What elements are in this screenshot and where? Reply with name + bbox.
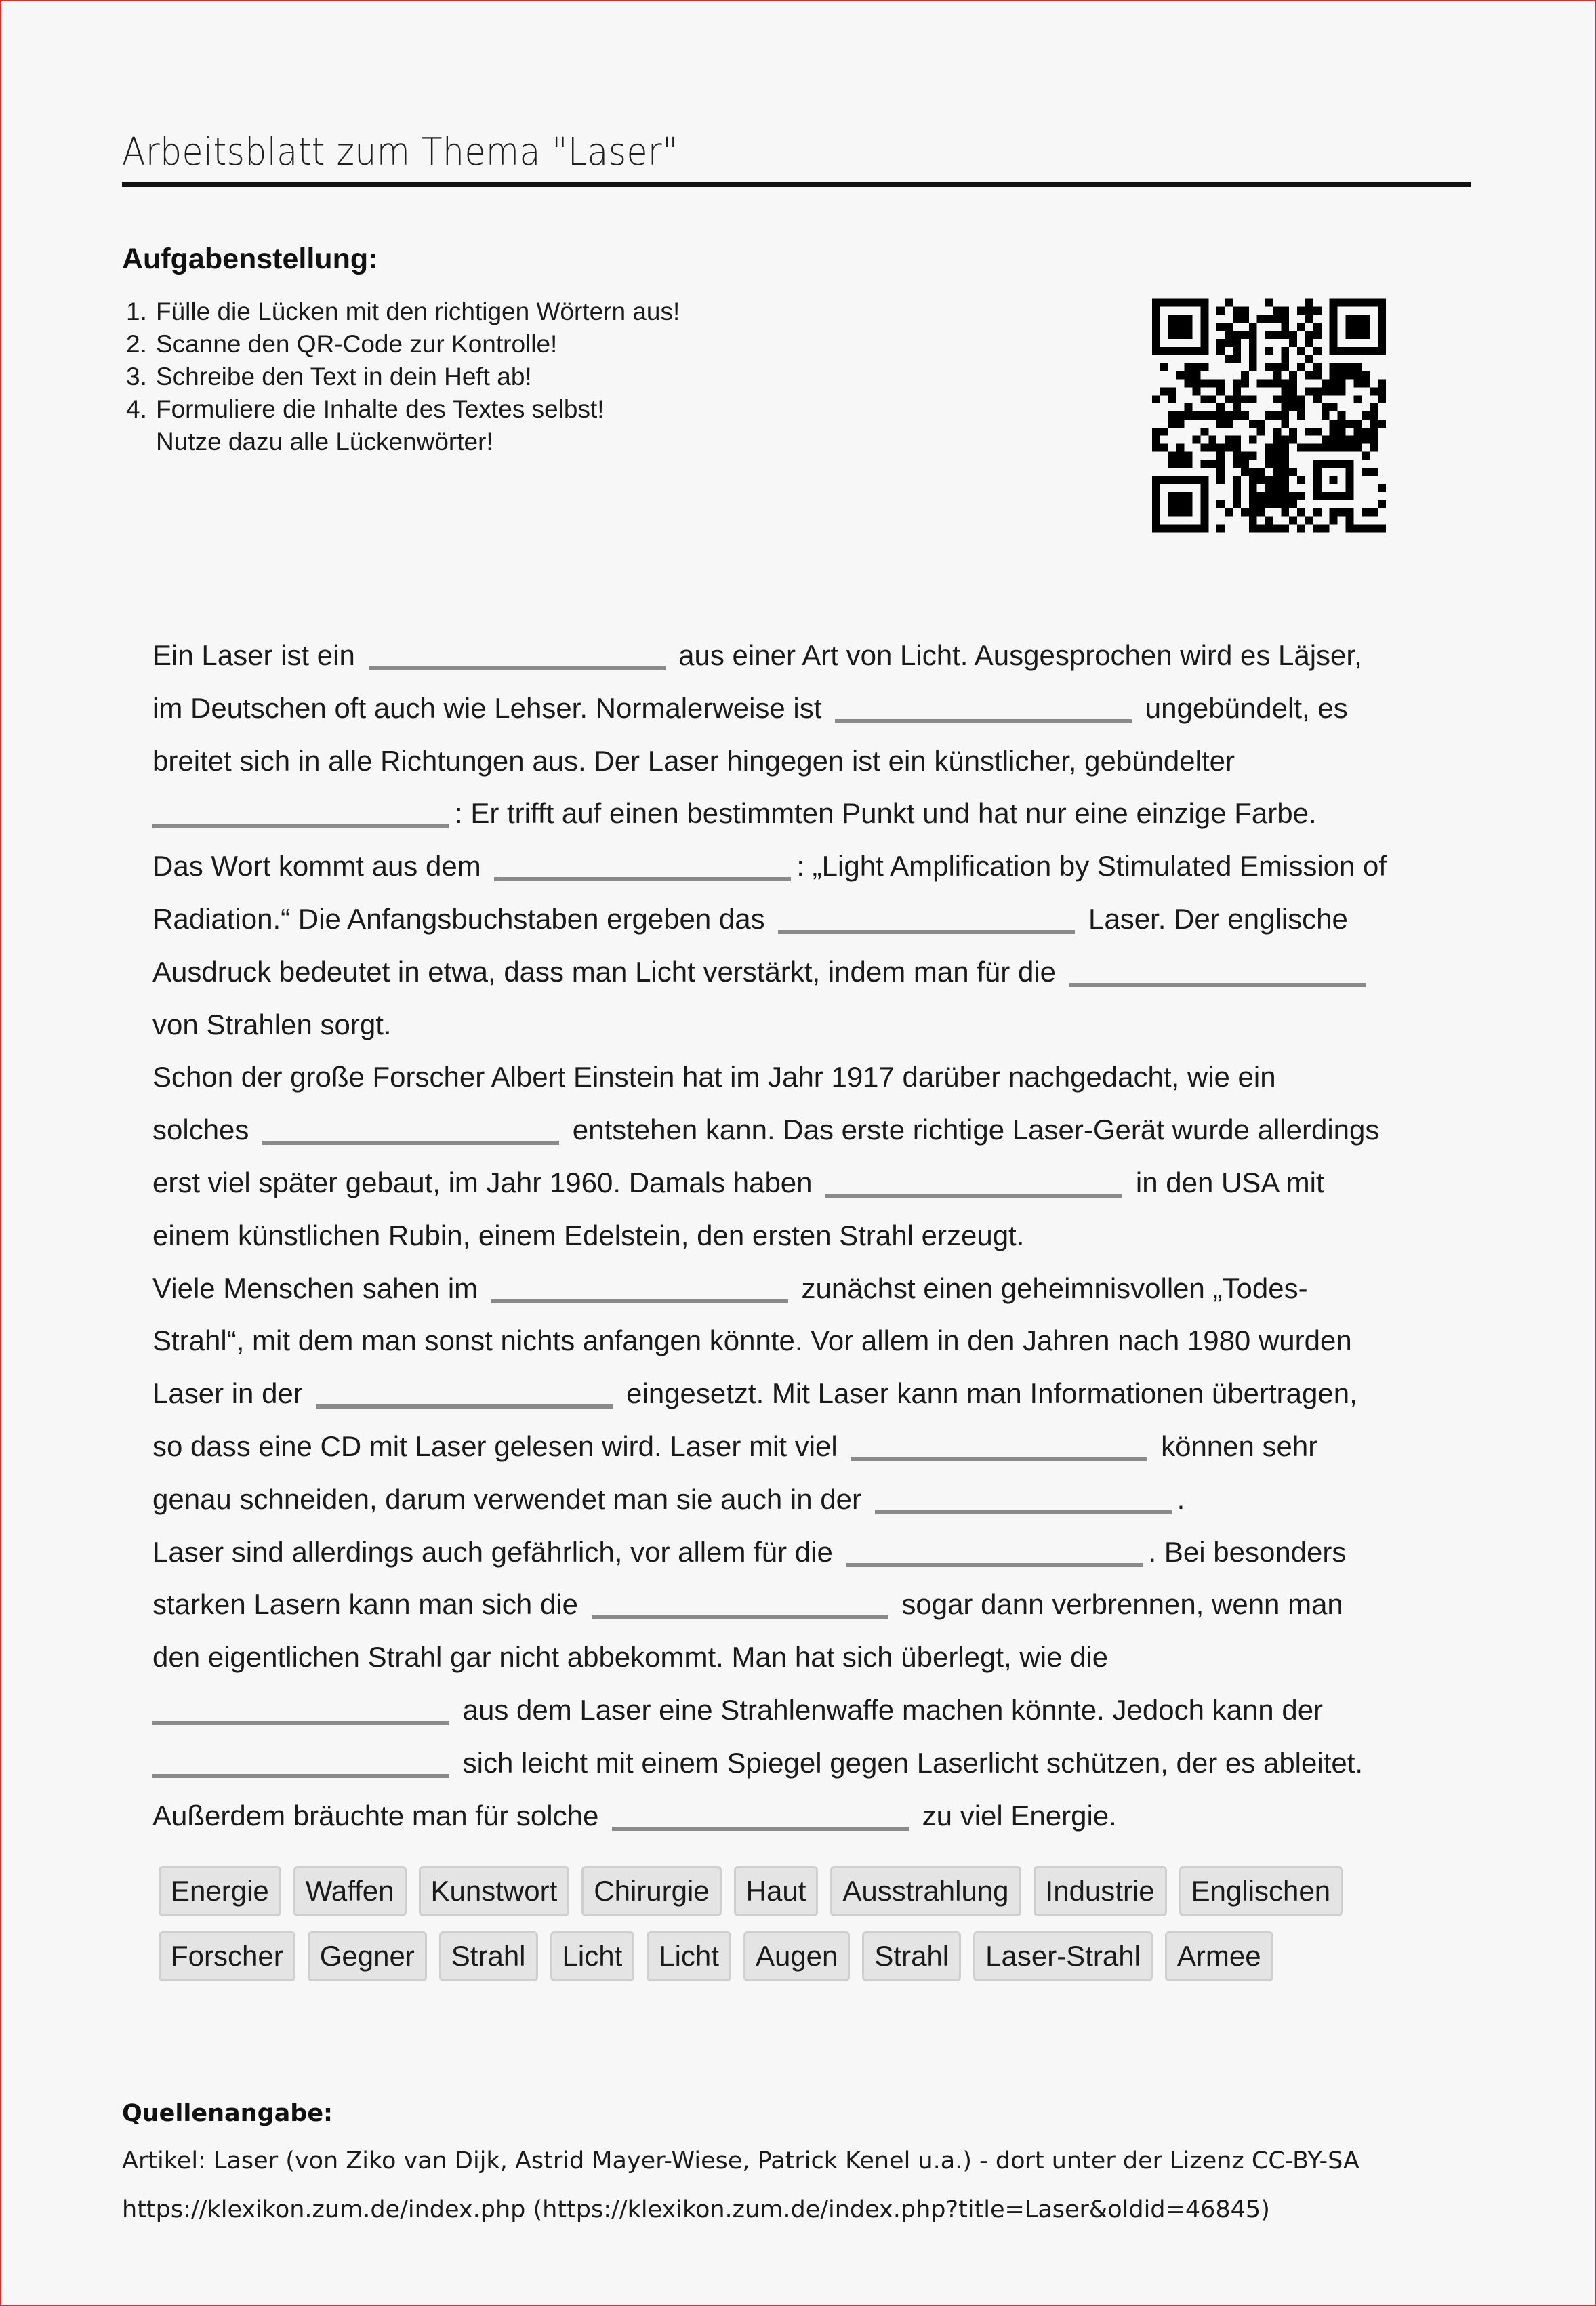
blank-field[interactable] (851, 1430, 1147, 1461)
task-item-2: 2. Scanne den QR-Code zur Kontrolle! (126, 330, 558, 358)
cloze-line (152, 1631, 1454, 1684)
blank-field[interactable] (835, 692, 1132, 723)
cloze-line (152, 1051, 1454, 1104)
cloze-segment: Radiation.“ Die Anfangsbuchstaben ergeben das (152, 902, 773, 935)
cloze-segment: Laser. Der englische (1080, 902, 1348, 935)
cloze-segment: Strahl“, mit dem man sonst nichts anfangen könnte. Vor allem in den Jahren nach 1980 wurden (152, 1324, 1352, 1357)
cloze-segment: sogar dann verbrennen, wenn man (893, 1588, 1343, 1621)
word-chip[interactable]: Armee (1165, 1931, 1273, 1981)
cloze-segment: Schon der große Forscher Albert Einstein hat im Jahr 1917 darüber nachgedacht, wie ein (152, 1061, 1276, 1093)
task-item-3: 3. Schreibe den Text in dein Heft ab! (126, 363, 532, 390)
word-bank (159, 1866, 1446, 1996)
cloze-line (152, 893, 1454, 946)
cloze-line (152, 735, 1454, 788)
blank-field[interactable] (152, 797, 449, 828)
task-item-4-continuation: Nutze dazu alle Lückenwörter! (156, 428, 493, 456)
source-url: https://klexikon.zum.de/index.php (https://klexikon.zum.de/index.php?title=Laser&oldid=46845) (122, 2196, 1270, 2223)
blank-field[interactable] (846, 1536, 1143, 1567)
word-chip[interactable]: Augen (743, 1931, 850, 1981)
blank-field[interactable] (592, 1588, 888, 1619)
cloze-line (152, 1684, 1454, 1737)
cloze-segment: erst viel später gebaut, im Jahr 1960. Damals haben (152, 1166, 821, 1198)
blank-field[interactable] (875, 1483, 1172, 1514)
blank-field[interactable] (262, 1114, 559, 1145)
cloze-segment: genau schneiden, darum verwendet man sie auch in der (152, 1482, 869, 1515)
cloze-line (152, 840, 1454, 893)
cloze-segment: Außerdem bräuchte man für solche (152, 1799, 607, 1832)
cloze-segment: entstehen kann. Das erste richtige Laser-Gerät wurde allerdings (565, 1114, 1380, 1146)
cloze-line (152, 682, 1454, 735)
task-heading: Aufgabenstellung: (122, 243, 378, 275)
cloze-segment: Laser sind allerdings auch gefährlich, vor allem für die (152, 1535, 841, 1568)
blank-field[interactable] (491, 1272, 788, 1303)
cloze-line (152, 998, 1454, 1051)
cloze-segment: starken Lasern kann man sich die (152, 1588, 586, 1621)
cloze-line (152, 787, 1454, 840)
task-list (126, 296, 1075, 458)
cloze-segment: sich leicht mit einem Spiegel gegen Laserlicht schützen, der es ableitet. (455, 1746, 1364, 1779)
cloze-segment: zu viel Energie. (914, 1799, 1117, 1832)
cloze-segment: . Bei besonders (1148, 1535, 1347, 1568)
cloze-segment: Ein Laser ist ein (152, 639, 363, 671)
blank-field[interactable] (152, 1747, 449, 1778)
cloze-text (152, 629, 1454, 1842)
cloze-segment: ungebündelt, es (1137, 691, 1348, 724)
word-chip[interactable]: Industrie (1034, 1866, 1167, 1916)
cloze-line (152, 1209, 1454, 1262)
word-bank-row (159, 1866, 1446, 1916)
word-chip[interactable]: Englischen (1179, 1866, 1343, 1916)
blank-field[interactable] (494, 850, 791, 881)
cloze-line (152, 1578, 1454, 1631)
word-chip[interactable]: Energie (159, 1866, 281, 1916)
source-article: Artikel: Laser (von Ziko van Dijk, Astrid Mayer-Wiese, Patrick Kenel u.a.) - dort unter der Lizenz CC-BY-SA (122, 2147, 1359, 2174)
cloze-segment: solches (152, 1114, 258, 1146)
title-underline (122, 182, 1471, 187)
cloze-line (152, 1314, 1454, 1367)
cloze-segment: zunächst einen geheimnisvollen „Todes- (793, 1272, 1308, 1304)
cloze-line (152, 1420, 1454, 1473)
cloze-segment: im Deutschen oft auch wie Lehser. Normalerweise ist (152, 691, 830, 724)
cloze-line (152, 1104, 1454, 1156)
word-chip[interactable]: Strahl (862, 1931, 961, 1981)
qr-code-icon[interactable] (1152, 296, 1386, 535)
cloze-line (152, 629, 1454, 682)
cloze-segment: : „Light Amplification by Stimulated Emission of (796, 850, 1387, 883)
cloze-line (152, 1156, 1454, 1209)
cloze-segment: Ausdruck bedeutet in etwa, dass man Licht verstärkt, indem man für die (152, 955, 1064, 988)
word-chip[interactable]: Kunstwort (419, 1866, 570, 1916)
word-chip[interactable]: Waffen (293, 1866, 407, 1916)
cloze-line (152, 1526, 1454, 1579)
task-item-4: 4. Formuliere die Inhalte des Textes selbst! (126, 395, 605, 423)
page-title: Arbeitsblatt zum Thema "Laser" (122, 130, 678, 174)
word-chip[interactable]: Laser-Strahl (973, 1931, 1153, 1981)
cloze-segment: können sehr (1153, 1430, 1318, 1462)
cloze-line (152, 1473, 1454, 1526)
cloze-segment: eingesetzt. Mit Laser kann man Informationen übertragen, (618, 1377, 1357, 1410)
cloze-segment: Das Wort kommt aus dem (152, 850, 489, 883)
cloze-segment: einem künstlichen Rubin, einem Edelstein, den ersten Strahl erzeugt. (152, 1219, 1025, 1251)
source-heading: Quellenangabe: (122, 2100, 333, 2127)
cloze-segment: aus dem Laser eine Strahlenwaffe machen könnte. Jedoch kann der (455, 1693, 1324, 1726)
word-chip[interactable]: Licht (647, 1931, 731, 1981)
cloze-segment: . (1176, 1482, 1185, 1515)
word-chip[interactable]: Forscher (159, 1931, 295, 1981)
cloze-segment: in den USA mit (1128, 1166, 1324, 1198)
word-bank-row (159, 1931, 1446, 1981)
blank-field[interactable] (1069, 956, 1366, 987)
word-chip[interactable]: Strahl (439, 1931, 538, 1981)
cloze-segment: Laser in der (152, 1377, 311, 1410)
cloze-line (152, 1737, 1454, 1789)
blank-field[interactable] (778, 903, 1075, 934)
cloze-line (152, 1789, 1454, 1842)
cloze-line (152, 946, 1454, 998)
blank-field[interactable] (316, 1377, 613, 1409)
cloze-line (152, 1262, 1454, 1315)
word-chip[interactable]: Haut (734, 1866, 819, 1916)
cloze-segment: aus einer Art von Licht. Ausgesprochen wird es Läjser, (670, 639, 1362, 671)
blank-field[interactable] (152, 1694, 449, 1725)
word-chip[interactable]: Ausstrahlung (830, 1866, 1021, 1916)
blank-field[interactable] (369, 639, 666, 670)
blank-field[interactable] (612, 1800, 909, 1831)
cloze-segment: : Er trifft auf einen bestimmten Punkt und hat nur eine einzige Farbe. (455, 797, 1317, 830)
blank-field[interactable] (825, 1167, 1122, 1198)
cloze-segment: Viele Menschen sahen im (152, 1272, 486, 1304)
cloze-line (152, 1367, 1454, 1420)
word-chip[interactable]: Gegner (308, 1931, 427, 1981)
word-chip[interactable]: Licht (550, 1931, 635, 1981)
cloze-segment: breitet sich in alle Richtungen aus. Der Laser hingegen ist ein künstlicher, gebündelter (152, 744, 1235, 777)
cloze-segment: den eigentlichen Strahl gar nicht abbekommt. Man hat sich überlegt, wie die (152, 1641, 1109, 1674)
word-chip[interactable]: Chirurgie (581, 1866, 721, 1916)
task-item-1: 1. Fülle die Lücken mit den richtigen Wörtern aus! (126, 298, 680, 325)
cloze-segment: von Strahlen sorgt. (152, 1008, 392, 1040)
cloze-segment: so dass eine CD mit Laser gelesen wird. Laser mit viel (152, 1430, 846, 1462)
